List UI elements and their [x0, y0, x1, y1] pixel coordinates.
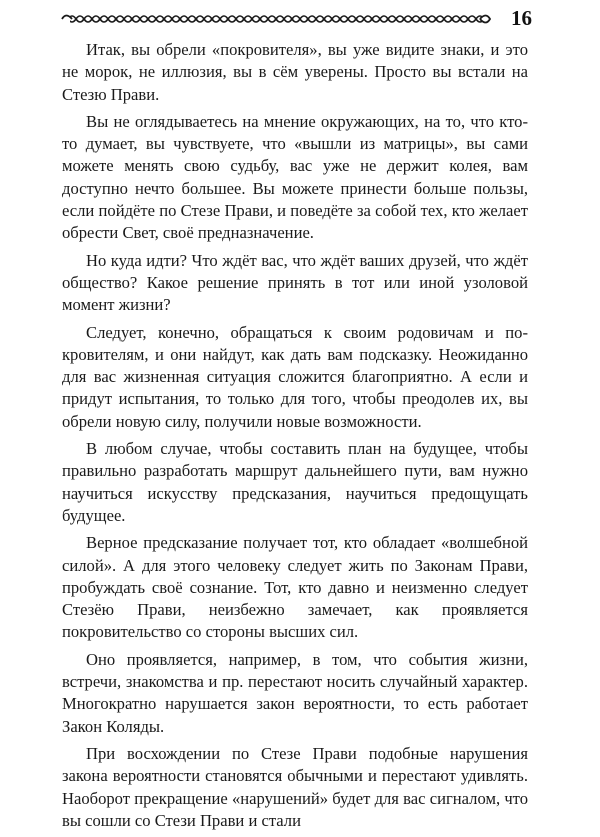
decorative-border-ornament-icon	[60, 12, 492, 26]
paragraph: Но куда идти? Что ждёт вас, что ждёт ваших друзей, что ждёт общество? Какое решение принять в тот или иной узоловой момент жизни?	[62, 250, 528, 315]
paragraph: Итак, вы обрели «покровителя», вы уже видите знаки, и это не морок, не иллюзия, вы в сём уверены. Просто вы встали на Стезю Прави.	[62, 40, 528, 104]
paragraph: Вы не оглядываетесь на мнение окружающих, на то, что кто-то думает, вы чувствуете, что «вышли из матрицы», вы сами можете менять свою судьбу, вас уже не держит колея, вам доступно нечто большее. Вы можете принести больше пользы, если пойдёте по Стезе Прави, и поведёте за собой тех, кто желает обрести Свет, своё предназначение.	[62, 111, 528, 243]
page-number: 16	[511, 6, 532, 30]
paragraph: Следует, конечно, обращаться к своим родовичам и покровителям, и они найдут, как дать вам подсказку. Неожиданно для вас жизненная ситуация сложится благоприятно. А если и придут испытания, то только для того, чтобы преодолев их, вы обрели новую силу, получили новые возможности.	[62, 322, 528, 431]
paragraph: При восхождении по Стезе Прави подобные нарушения закона вероятности становятся обычными и перестают удивлять. Наоборот прекращение «нарушений» будет для вас сигналом, что вы сошли со Стези Прави и стали	[62, 743, 528, 830]
paragraph: В любом случае, чтобы составить план на будущее, чтобы правильно разработать маршрут дальнейшего пути, вам нужно научиться искусству предсказания, научиться предощущать будущее.	[62, 439, 528, 525]
page-header	[60, 6, 532, 30]
body-text	[62, 39, 528, 837]
paragraph: Верное предсказание получает тот, кто обладает «волшебной силой». А для этого человеку следует жить по Законам Прави, пробуждать своё сознание. Тот, кто давно и неизменно следует Стезёю Прави, неизбежно замечает, как проявляется покровительство со стороны высших сил.	[62, 533, 528, 642]
paragraph: Оно проявляется, например, в том, что события жизни, встречи, знакомства и пр. перестают носить случайный характер. Многократно нарушается закон вероятности, то есть работает Закон Коляды.	[62, 649, 528, 736]
